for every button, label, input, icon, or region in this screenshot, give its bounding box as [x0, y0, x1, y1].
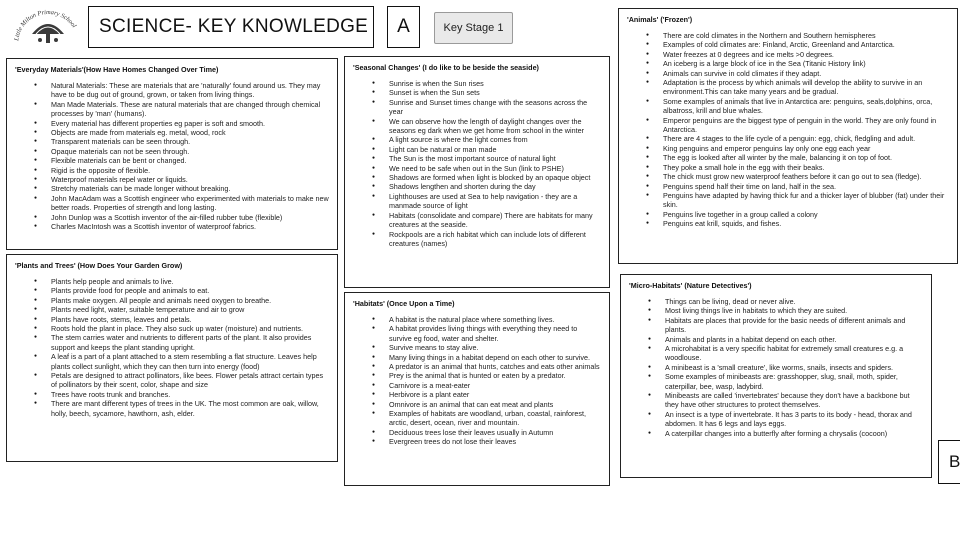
- bullet-item: ● The stem carries water and nutrients to different parts of the plant. It also provides support and keeps the plant standing upright.: [15, 333, 329, 352]
- bullet-item: ● Plants make oxygen. All people and animals need oxygen to breathe.: [15, 296, 329, 305]
- bullet-list: [15, 277, 329, 418]
- bullet-item: ● Plants have roots, stems, leaves and petals.: [15, 315, 329, 324]
- bullet-item: ● Transparent materials can be seen through.: [15, 137, 329, 146]
- bullet-item: ● Plants need light, water, suitable temperature and air to grow: [15, 305, 329, 314]
- panel-everyday-materials: [6, 58, 338, 250]
- bullet-item: ● Some examples of minibeasts are: grasshopper, slug, snail, moth, spider, caterpillar, bee, wasp, ladybird.: [629, 372, 923, 391]
- panel-title: 'Micro-Habitats' (Nature Detectives'): [629, 281, 752, 290]
- bullet-item: ● A habitat is the natural place where something lives.: [353, 315, 601, 324]
- bullet-item: ● The Sun is the most important source of natural light: [353, 154, 601, 163]
- next-page-letter: B: [949, 452, 960, 471]
- bullet-item: ● Flexible materials can be bent or changed.: [15, 156, 329, 165]
- panel-plants-trees: [6, 254, 338, 462]
- bullet-item: ● Sunrise is when the Sun rises: [353, 79, 601, 88]
- bullet-item: ● Water freezes at 0 degrees and ice melts >0 degrees.: [627, 50, 949, 59]
- bullet-item: ● John MacAdam was a Scottish engineer who experimented with materials to make new better roads. Properties of strength and long lasting.: [15, 194, 329, 213]
- panel-animals: [618, 8, 958, 264]
- bullet-item: ● Animals can survive in cold climates if they adapt.: [627, 69, 949, 78]
- bullet-item: ● There are 4 stages to the life cycle of a penguin: egg, chick, fledgling and adult.: [627, 134, 949, 143]
- bullet-item: ● Many living things in a habitat depend on each other to survive.: [353, 353, 601, 362]
- bullet-item: ● Minibeasts are called 'invertebrates' because they don't have a backbone but they have other structures to protect themselves.: [629, 391, 923, 410]
- panel-title: 'Plants and Trees' (How Does Your Garden Grow): [15, 261, 183, 270]
- bullet-item: ● Some examples of animals that live in Antarctica are: penguins, seals,dolphins, orca, albatross, krill and blue whales.: [627, 97, 949, 116]
- panel-habitats: [344, 292, 610, 486]
- bullet-item: ● An insect is a type of invertebrate. It has 3 parts to its body - head, thorax and abdomen. It has 6 legs and lays eggs.: [629, 410, 923, 429]
- panel-title: 'Habitats' (Once Upon a Time): [353, 299, 455, 308]
- bullet-item: ● King penguins and emperor penguins lay only one egg each year: [627, 144, 949, 153]
- bullet-item: ● They poke a small hole in the egg with their beaks.: [627, 163, 949, 172]
- bullet-item: ● Plants help people and animals to live.: [15, 277, 329, 286]
- bullet-item: ● Carnivore is a meat-eater: [353, 381, 601, 390]
- bullet-item: ● Rigid is the opposite of flexible.: [15, 166, 329, 175]
- bullet-item: ● Plants provide food for people and animals to eat.: [15, 286, 329, 295]
- bullet-item: ● Lighthouses are used at Sea to help navigation - they are a manmade source of light: [353, 192, 601, 211]
- bullet-item: ● Every material has different properties eg paper is soft and smooth.: [15, 119, 329, 128]
- bullet-item: ● Examples of habitats are woodland, urban, coastal, rainforest, arctic, desert, ocean, river and mountain.: [353, 409, 601, 428]
- bullet-list: [353, 79, 601, 248]
- panel-title: 'Seasonal Changes' (I do like to be beside the seaside): [353, 63, 539, 72]
- bullet-item: ● Animals and plants in a habitat depend on each other.: [629, 335, 923, 344]
- bullet-list: [629, 297, 923, 438]
- bullet-item: ● Things can be living, dead or never alive.: [629, 297, 923, 306]
- bullet-item: ● Emperor penguins are the biggest type of penguin in the world. They are only found in Antarctica.: [627, 116, 949, 135]
- panel-title: 'Everyday Materials'(How Have Homes Changed Over Time): [15, 65, 219, 74]
- bullet-item: ● A caterpillar changes into a butterfly after forming a chrysalis (cocoon): [629, 429, 923, 438]
- key-stage-button[interactable]: Key Stage 1: [434, 12, 513, 44]
- bullet-item: ● A habitat provides living things with everything they need to survive eg food, water and shelter.: [353, 324, 601, 343]
- bullet-item: ● A leaf is a part of a plant attached to a stem resembling a flat structure. Leaves help plants collect sunlight, which they can then turn into energy (food): [15, 352, 329, 371]
- bullet-item: ● Trees have roots trunk and branches.: [15, 390, 329, 399]
- panel-seasonal-changes: [344, 56, 610, 288]
- bullet-item: ● Shadows lengthen and shorten during the day: [353, 182, 601, 191]
- bullet-item: ● Petals are designed to attract pollinators, like bees. Flower petals attract certain types of pollinators by their scent, color, shape and size: [15, 371, 329, 390]
- bullet-item: ● Prey is the animal that is hunted or eaten by a predator.: [353, 371, 601, 380]
- bullet-item: ● Most living things live in habitats to which they are suited.: [629, 306, 923, 315]
- bullet-item: ● Objects are made from materials eg. metal, wood, rock: [15, 128, 329, 137]
- bullet-item: ● We need to be safe when out in the Sun (link to PSHE): [353, 164, 601, 173]
- bullet-item: ● Stretchy materials can be made longer without breaking.: [15, 184, 329, 193]
- bullet-item: ● Omnivore is an animal that can eat meat and plants: [353, 400, 601, 409]
- bullet-item: ● John Dunlop was a Scottish inventor of the air-filled rubber tube (flexible): [15, 213, 329, 222]
- bullet-item: ● Survive means to stay alive.: [353, 343, 601, 352]
- bullet-item: ● Natural Materials: These are materials that are 'naturally' found around us. They may have to be dug out of ground, grown, or taken from living things.: [15, 81, 329, 100]
- page-letter: A: [397, 16, 410, 37]
- page-title-box: [88, 6, 374, 48]
- bullet-item: ● We can observe how the length of daylight changes over the seasons eg dark when we get home from school in the winter: [353, 117, 601, 136]
- bullet-item: ● Light can be natural or man made: [353, 145, 601, 154]
- bullet-item: ● Evergreen trees do not lose their leaves: [353, 437, 601, 446]
- bullet-item: ● The chick must grow new waterproof feathers before it can go out to sea (fledge).: [627, 172, 949, 181]
- bullet-item: ● Shadows are formed when light is blocked by an opaque object: [353, 173, 601, 182]
- bullet-item: ● Sunset is when the Sun sets: [353, 88, 601, 97]
- bullet-item: ● Deciduous trees lose their leaves usually in Autumn: [353, 428, 601, 437]
- bullet-item: ● Man Made Materials. These are natural materials that are changed through chemical processes by 'man' (humans).: [15, 100, 329, 119]
- page-letter-box: [387, 6, 420, 48]
- panel-micro-habitats: [620, 274, 932, 478]
- bullet-item: ● Penguins eat krill, squids, and fishes.: [627, 219, 949, 228]
- bullet-item: ● Penguins live together in a group called a colony: [627, 210, 949, 219]
- bullet-list: [15, 81, 329, 232]
- panel-title: 'Animals' ('Frozen'): [627, 15, 693, 24]
- bullet-item: ● The egg is looked after all winter by the male, balancing it on top of foot.: [627, 153, 949, 162]
- bullet-item: ● An iceberg is a large block of ice in the Sea (Titanic History link): [627, 59, 949, 68]
- bullet-item: ● Waterproof materials repel water or liquids.: [15, 175, 329, 184]
- bullet-item: ● There are mant different types of trees in the UK. The most common are oak, willow, holly, beech, sycamore, hawthorn, ash, elder.: [15, 399, 329, 418]
- bullet-item: ● Habitats are places that provide for the basic needs of different animals and plants.: [629, 316, 923, 335]
- bullet-item: ● Rockpools are a rich habitat which can include lots of different creatures (names): [353, 230, 601, 249]
- bullet-item: ● Penguins spend half their time on land, half in the sea.: [627, 182, 949, 191]
- bullet-item: ● Opaque materials can not be seen through.: [15, 147, 329, 156]
- bullet-item: ● Roots hold the plant in place. They also suck up water (moisture) and nutrients.: [15, 324, 329, 333]
- bullet-list: [353, 315, 601, 447]
- bullet-item: ● Habitats (consolidate and compare) There are habitats for many creatures at the seaside.: [353, 211, 601, 230]
- bullet-item: ● A predator is an animal that hunts, catches and eats other animals: [353, 362, 601, 371]
- bullet-item: ● A light source is where the light comes from: [353, 135, 601, 144]
- bullet-item: ● Herbivore is a plant eater: [353, 390, 601, 399]
- page-title: SCIENCE- KEY KNOWLEDGE: [99, 16, 369, 37]
- bullet-item: ● A minibeast is a 'small creature', like worms, snails, insects and spiders.: [629, 363, 923, 372]
- bullet-item: ● There are cold climates in the Northern and Southern hemispheres: [627, 31, 949, 40]
- bullet-item: ● Charles MacIntosh was a Scottish inventor of waterproof fabrics.: [15, 222, 329, 231]
- school-name-arc: Little Milton Primary School: [13, 8, 78, 42]
- bullet-item: ● Sunrise and Sunset times change with the seasons across the year: [353, 98, 601, 117]
- next-page-letter-box: [938, 440, 960, 484]
- bullet-item: ● Adaptation is the process by which animals will develop the ability to survive in an environment.This can take many years and be gradual.: [627, 78, 949, 97]
- school-logo: [10, 6, 86, 46]
- bullet-list: [627, 31, 949, 229]
- bullet-item: ● Examples of cold climates are: Finland, Arctic, Greenland and Antarctica.: [627, 40, 949, 49]
- bullet-item: ● Penguins have adapted by having thick fur and a thicker layer of blubber (fat) under their skin.: [627, 191, 949, 210]
- bullet-item: ● A microhabitat is a very specific habitat for extremely small creatures e.g. a woodlouse.: [629, 344, 923, 363]
